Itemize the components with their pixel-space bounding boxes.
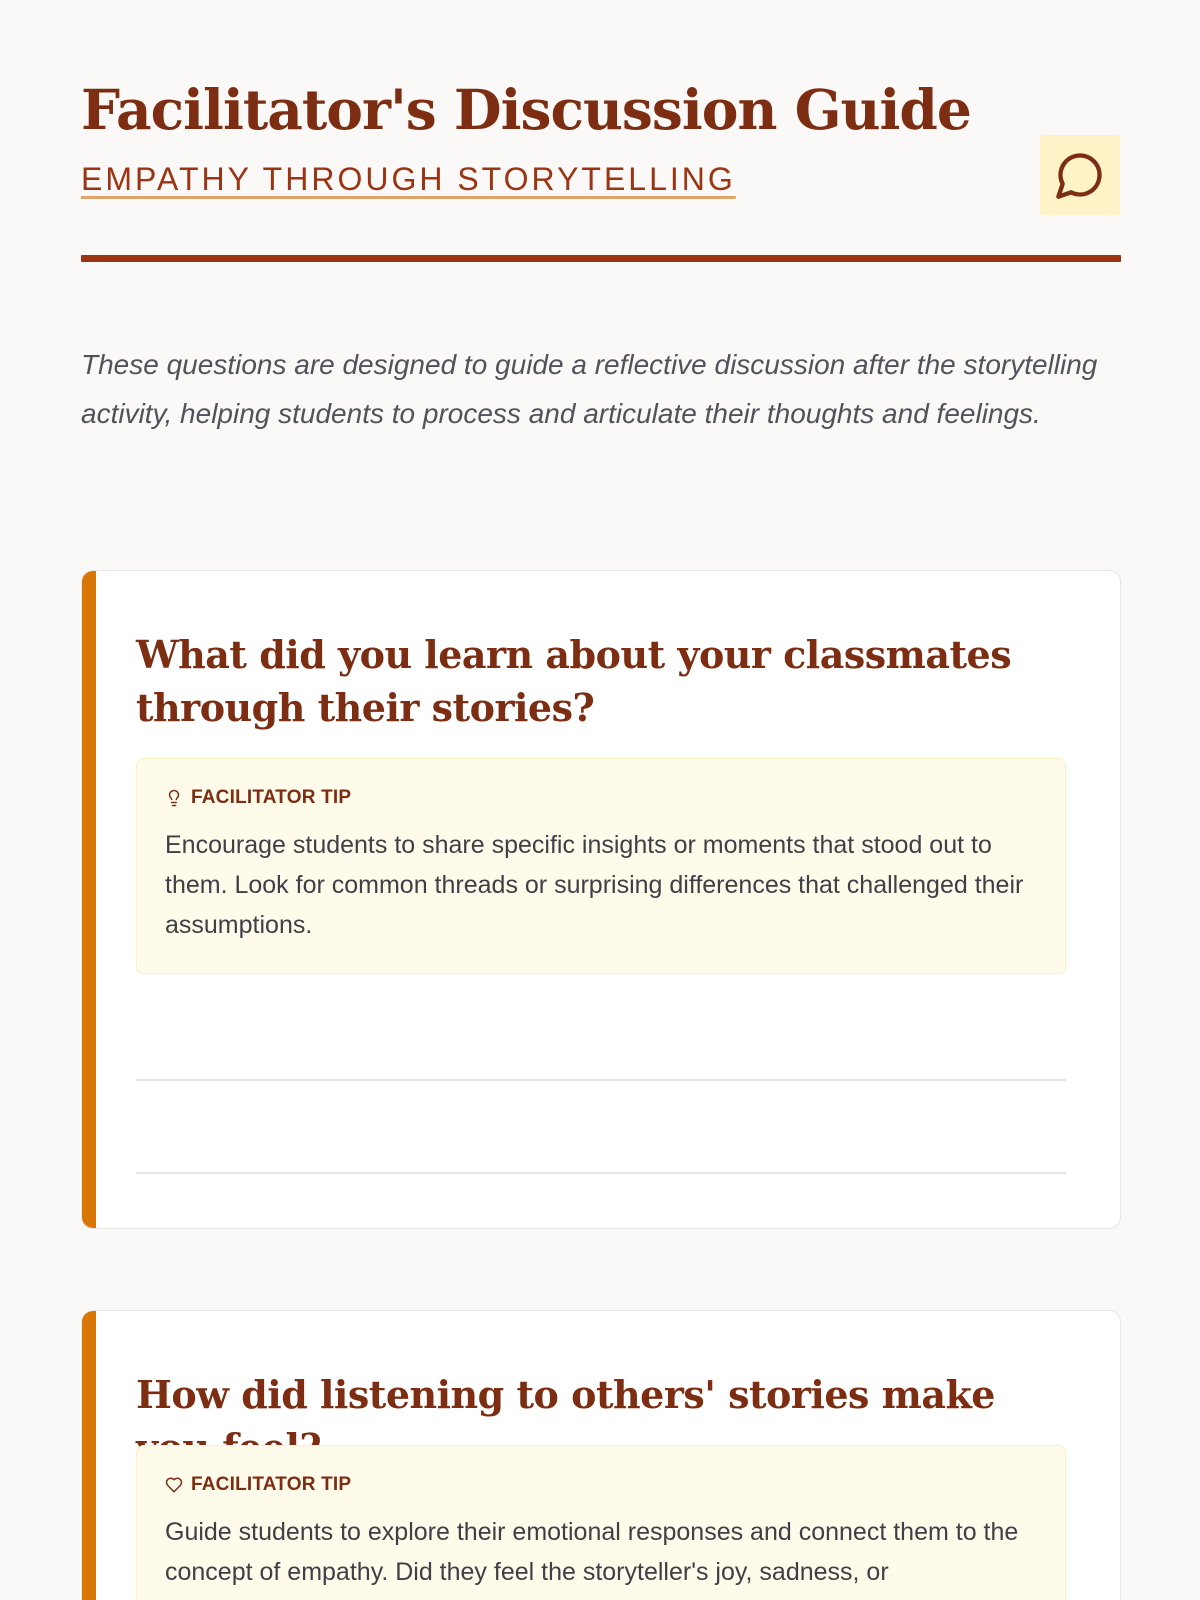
question-card — [81, 570, 1121, 1229]
heart-icon — [165, 1476, 183, 1494]
answer-line[interactable] — [136, 1172, 1066, 1174]
page-title: Facilitator's Discussion Guide — [81, 77, 971, 142]
tip-text: Encourage students to share specific insights or moments that stood out to them. Look for common threads or surprising differences that challenged their assumptions. — [165, 831, 1024, 939]
header-divider — [81, 255, 1121, 262]
question-heading: How did listening to others' stories make — [136, 1372, 995, 1417]
tip-text: Guide students to explore their emotional responses and connect them to the concept of empathy. Did they feel the storyteller's joy, sadness, or — [165, 1518, 1019, 1586]
tip-header — [165, 787, 1037, 809]
answer-line[interactable] — [136, 1079, 1066, 1081]
intro-text: These questions are designed to guide a reflective discussion after the storytelling activity, helping students to process and articulate their thoughts and feelings. — [81, 349, 1098, 429]
facilitator-tip — [136, 758, 1066, 974]
tip-header — [165, 1474, 1037, 1496]
tip-label: FACILITATOR TIP — [191, 787, 352, 808]
lightbulb-icon — [165, 789, 183, 807]
question-card — [81, 1310, 1121, 1600]
chat-button[interactable] — [1040, 135, 1120, 215]
facilitator-tip — [136, 1445, 1066, 1600]
guide-header — [81, 77, 1121, 197]
question-heading: What did you learn about your classmates through their stories? — [136, 632, 1012, 730]
page-subtitle: EMPATHY THROUGH STORYTELLING — [81, 160, 736, 197]
chat-bubble-icon — [1054, 149, 1106, 201]
tip-label: FACILITATOR TIP — [191, 1474, 352, 1495]
